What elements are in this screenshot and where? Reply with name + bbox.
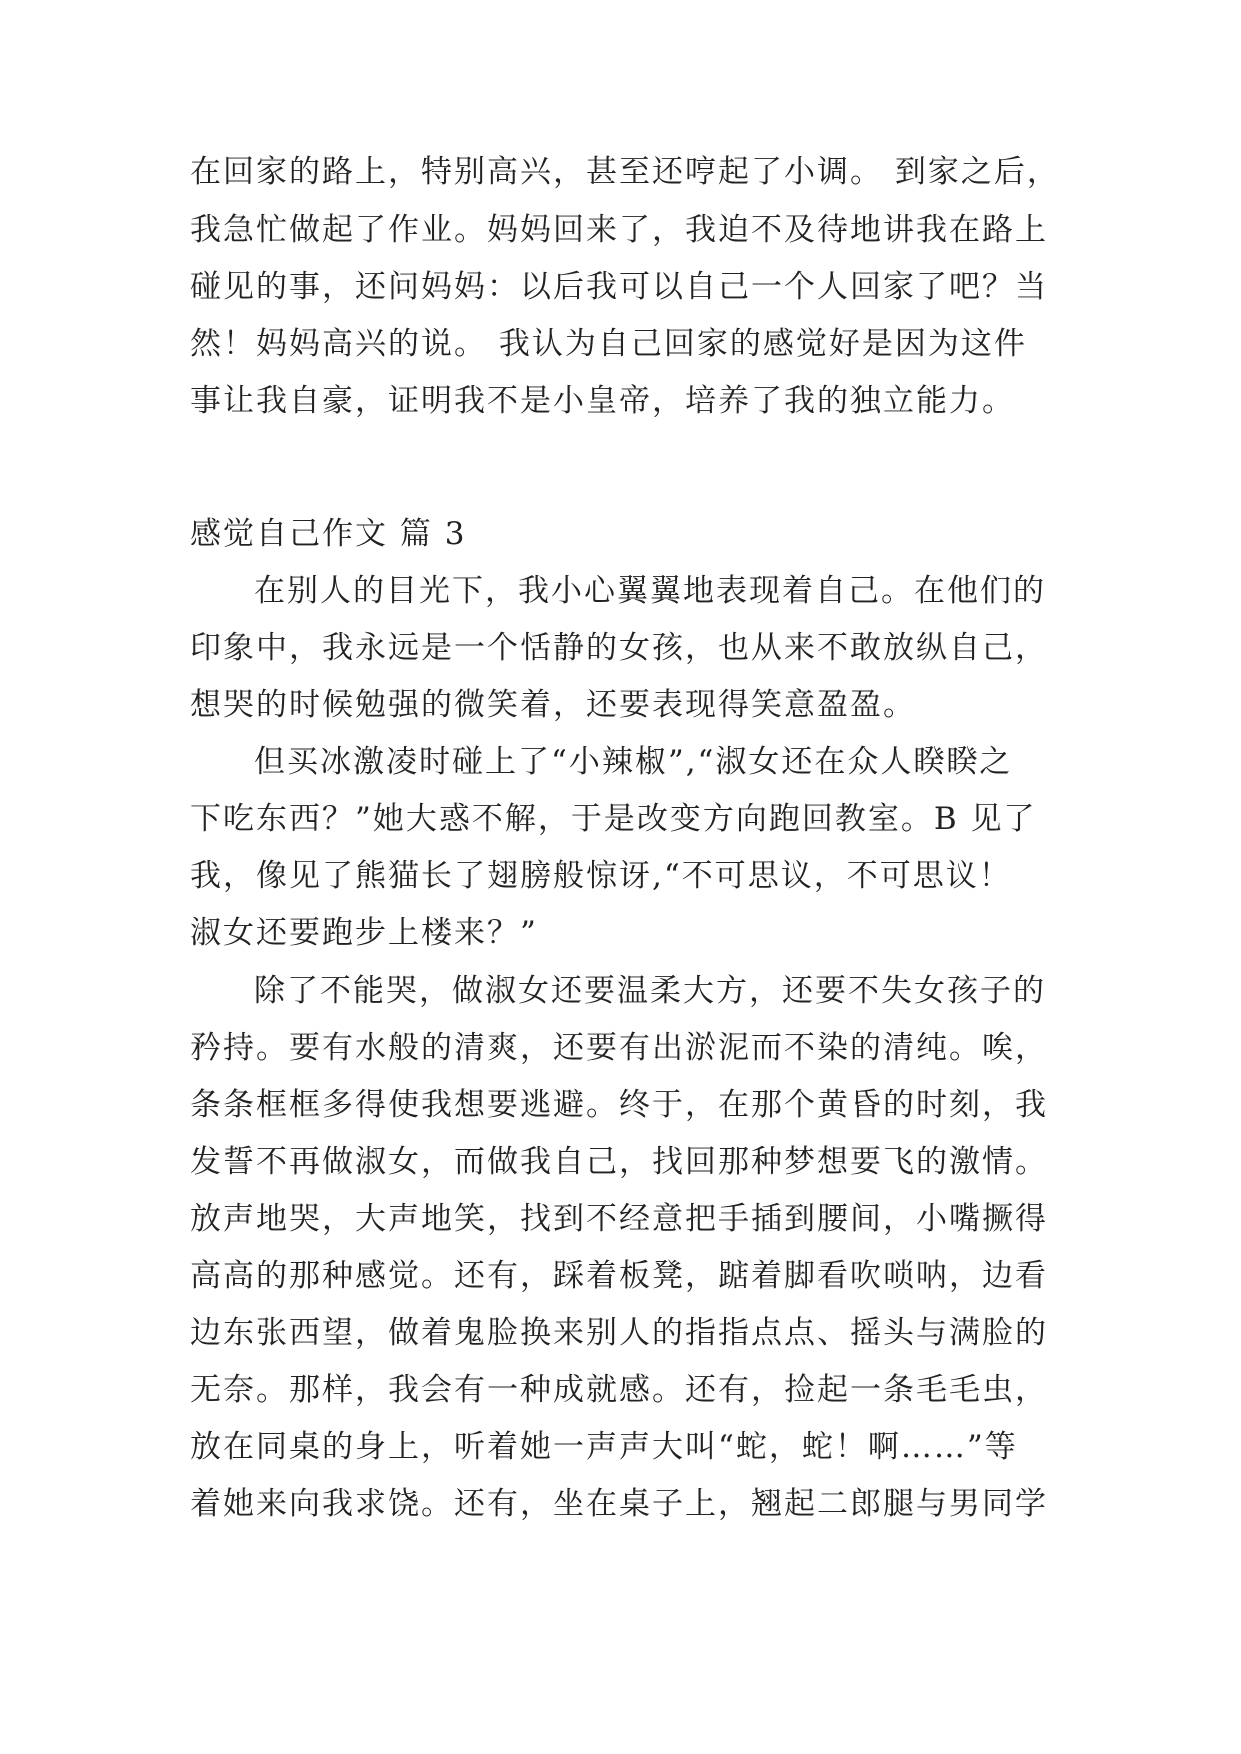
text-line: 着她来向我求饶。还有，坐在桌子上，翘起二郎腿与男同学 (190, 1486, 1048, 1522)
text-line: 淑女还要跑步上楼来？” (190, 915, 538, 951)
text-line: 在回家的路上，特别高兴，甚至还哼起了小调。 到家之后， (190, 154, 1060, 190)
text-line: 边东张西望，做着鬼脸换来别人的指指点点、摇头与满脸的 (190, 1315, 1048, 1351)
section-title: 感觉自己作文 篇 3 (190, 516, 467, 552)
text-line: 碰见的事，还问妈妈：以后我可以自己一个人回家了吧？当 (190, 269, 1048, 305)
text-line: 我急忙做起了作业。妈妈回来了，我迫不及待地讲我在路上 (190, 212, 1048, 248)
text-line: 放声地哭，大声地笑，找到不经意把手插到腰间，小嘴撅得 (190, 1201, 1048, 1237)
text-line: 我，像见了熊猫长了翅膀般惊讶,“不可思议，不可思议！ (190, 858, 1012, 894)
text-line: 但买冰激凌时碰上了“小辣椒”,“淑女还在众人睽睽之 (254, 744, 1013, 780)
text-line: 下吃东西？”她大惑不解，于是改变方向跑回教室。B 见了 (190, 801, 1037, 837)
text-line: 除了不能哭，做淑女还要温柔大方，还要不失女孩子的 (254, 973, 1046, 1009)
text-line: 然！妈妈高兴的说。 我认为自己回家的感觉好是因为这件 (190, 326, 1027, 362)
text-line: 事让我自豪，证明我不是小皇帝，培养了我的独立能力。 (190, 383, 1015, 419)
text-line: 条条框框多得使我想要逃避。终于，在那个黄昏的时刻，我 (190, 1087, 1048, 1123)
text-line: 在别人的目光下，我小心翼翼地表现着自己。在他们的 (254, 573, 1046, 609)
text-line: 放在同桌的身上，听着她一声声大叫“蛇，蛇！啊……”等 (190, 1429, 1018, 1465)
text-line: 无奈。那样，我会有一种成就感。还有，捡起一条毛毛虫， (190, 1372, 1048, 1408)
text-line: 印象中，我永远是一个恬静的女孩，也从来不敢放纵自己， (190, 630, 1048, 666)
text-line: 高高的那种感觉。还有，踩着板凳，踮着脚看吹唢呐，边看 (190, 1258, 1048, 1294)
text-line: 发誓不再做淑女，而做我自己，找回那种梦想要飞的激情。 (190, 1144, 1048, 1180)
text-line: 想哭的时候勉强的微笑着，还要表现得笑意盈盈。 (190, 687, 916, 723)
text-line: 矜持。要有水般的清爽，还要有出淤泥而不染的清纯。唉， (190, 1030, 1048, 1066)
